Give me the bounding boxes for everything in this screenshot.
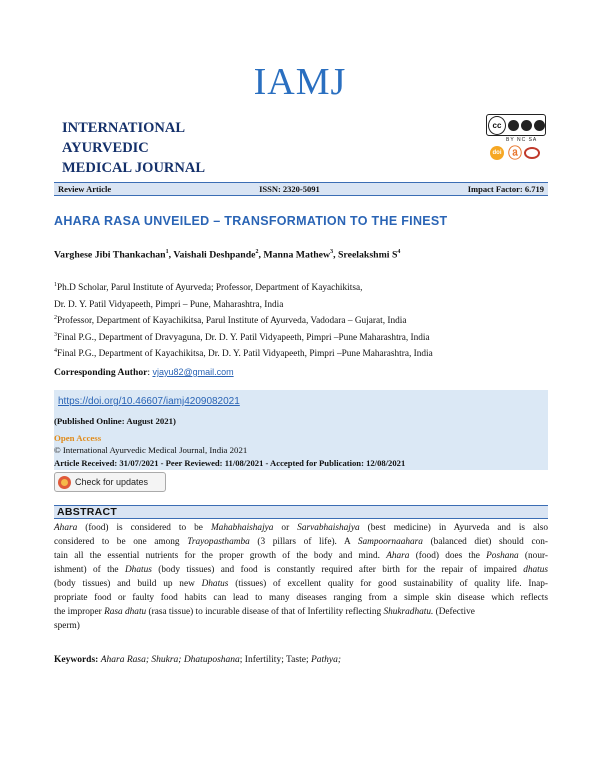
keyword-item: Pathya; <box>310 655 342 665</box>
journal-name-line: MEDICAL JOURNAL <box>62 160 205 176</box>
affiliation-number: 3 <box>54 331 57 338</box>
abstract-text: (balanced diet) should con- <box>422 537 548 547</box>
corresponding-author: Corresponding Author: vjayu82@gmail.com <box>54 367 234 378</box>
abstract-text: (body tissues) and food is constantly required after birth for the repair of impaired <box>151 565 524 575</box>
author-affil-number: 2 <box>255 249 259 255</box>
keyword-item: ; Infertility; Taste; <box>239 655 311 665</box>
abstract-text: tain all the essential nutrients for the proper growth of the body and mind. <box>54 551 387 561</box>
abstract-text: (body tissues) and build up new <box>54 579 202 589</box>
abstract-text: (food) does the <box>409 551 487 561</box>
author-name: Vaishali Deshpande <box>173 249 256 261</box>
cc-license-text: BY NC SA <box>506 137 538 143</box>
abstract-term: Rasa dhatu <box>104 607 147 617</box>
affiliation-text: Dr. D. Y. Patil Vidyapeeth, Pimpri – Pune, Maharashtra, India <box>54 299 284 310</box>
abstract-text: (best medicine) in Ayurveda and is also <box>359 523 548 533</box>
open-access-icon[interactable]: ⓐ <box>508 145 522 161</box>
affiliation-text: Ph.D Scholar, Parul Institute of Ayurveda; Professor, Department of Kayachikitsa, <box>57 283 363 294</box>
abstract-text: ishment) of the <box>54 565 125 575</box>
affiliation-row <box>54 345 433 362</box>
abstract-text: sperm) <box>54 621 80 631</box>
copyright-notice: © International Ayurvedic Medical Journal, India 2021 <box>54 445 248 455</box>
author-separator: , <box>258 249 264 261</box>
author-name: Sreelakshmi S <box>337 249 398 261</box>
abstract-line <box>54 521 548 535</box>
affiliation-text: Professor, Department of Kayachikitsa, Parul Institute of Ayurveda, Vadodara – Gujarat, India <box>57 316 407 327</box>
check-for-updates-button[interactable] <box>54 472 166 492</box>
keywords-line <box>54 655 341 665</box>
check-for-updates-label: Check for updates <box>75 477 149 487</box>
abstract-heading: ABSTRACT <box>54 505 548 519</box>
affiliation-number: 4 <box>54 348 57 354</box>
abstract-line <box>54 535 548 549</box>
author-affil-number: 3 <box>330 249 334 255</box>
open-access-label: Open Access <box>54 433 102 443</box>
abstract-line <box>54 549 548 563</box>
abstract-text: (tissues) of excellent quality for good sustainability of quality life. Inap- <box>228 579 548 589</box>
journal-name-line: INTERNATIONAL <box>62 120 186 136</box>
article-title: AHARA RASA UNVEILED – TRANSFORMATION TO THE FINEST <box>54 214 448 228</box>
abstract-text: considered to be one among <box>54 537 188 547</box>
affiliation-row <box>54 312 433 329</box>
affiliation-row <box>54 329 433 346</box>
corresponding-email-link[interactable]: vjayu82@gmail.com <box>152 367 234 377</box>
abstract-body <box>54 521 548 633</box>
abstract-term: Dhatus <box>201 579 229 589</box>
impact-factor: Impact Factor: 6.719 <box>467 184 544 194</box>
author-separator: , <box>333 249 338 261</box>
cc-attribution-icons <box>508 120 545 131</box>
abstract-term: dhatus <box>523 565 548 575</box>
author-affil-number: 4 <box>397 249 401 255</box>
abstract-term: Sarvabhaishajya <box>297 523 360 533</box>
abstract-text: (Defective <box>433 607 475 617</box>
abstract-text: propriate food or faulty food habits can lead to many diseases ranging from a simple skin disease which reflects <box>54 593 548 603</box>
abstract-term: Ahara <box>54 523 78 533</box>
abstract-line <box>54 591 548 605</box>
cc-license-icon[interactable] <box>486 114 546 136</box>
affiliation-text: Final P.G., Department of Dravyaguna, Dr. D. Y. Patil Vidyapeeth, Pimpri –Pune Maharashtra, India <box>57 332 430 343</box>
keyword-item: Ahara Rasa; Shukra; Dhatuposhana <box>100 655 240 665</box>
journal-name-line: AYURVEDIC <box>62 140 149 156</box>
journal-name <box>62 118 205 178</box>
affiliation-row <box>54 296 433 313</box>
author-list <box>54 249 400 260</box>
affiliation-list <box>54 279 433 362</box>
abstract-text: the improper <box>54 607 105 617</box>
affiliation-text: Final P.G., Department of Kayachikitsa, Dr. D. Y. Patil Vidyapeeth, Pimpri –Pune Maharashtra, India <box>57 349 433 360</box>
article-dates: Article Received: 31/07/2021 - Peer Reviewed: 11/08/2021 - Accepted for Publication: 12/08/2021 <box>54 458 406 468</box>
abstract-term: Dhatus <box>124 565 152 575</box>
abstract-text: or <box>273 523 298 533</box>
abstract-text: (3 pillars of life). A <box>249 537 358 547</box>
author-name: Varghese Jibi Thankachan <box>54 249 166 261</box>
abstract-line <box>54 619 548 633</box>
article-meta-bar <box>54 182 548 196</box>
issn: ISSN: 2320-5091 <box>259 184 320 194</box>
abstract-term: Sampoornaahara <box>357 537 423 547</box>
abstract-term: Shukradhatu. <box>383 607 434 617</box>
doi-link[interactable]: https://doi.org/10.46607/iamj4209082021 <box>58 396 240 407</box>
author-affil-number: 1 <box>165 249 169 255</box>
affiliation-row <box>54 279 433 296</box>
article-type: Review Article <box>58 184 112 194</box>
corresponding-label: Corresponding Author <box>54 367 148 378</box>
abstract-line <box>54 577 548 591</box>
abstract-line <box>54 563 548 577</box>
crossmark-icon <box>58 476 71 489</box>
index-badges <box>490 146 540 160</box>
journal-logo: IAMJ <box>253 61 347 103</box>
abstract-text: (nour- <box>518 551 548 561</box>
abstract-term: Poshana <box>486 551 519 561</box>
abstract-text: (food) is considered to be <box>77 523 211 533</box>
author-name: Manna Mathew <box>263 249 331 261</box>
abstract-line <box>54 605 548 619</box>
abstract-term: Trayopasthamba <box>187 537 250 547</box>
cc-logo-icon: cc <box>488 116 506 135</box>
abstract-text: (rasa tissue) to incurable disease of that of Infertility reflecting <box>146 607 384 617</box>
abstract-term: Mahabhaishajya <box>210 523 274 533</box>
doi-icon[interactable]: doi <box>490 146 504 160</box>
published-online: (Published Online: August 2021) <box>54 416 176 426</box>
abstract-term: Ahara <box>386 551 410 561</box>
indexing-icon[interactable] <box>524 147 540 159</box>
author-separator: , <box>168 249 174 261</box>
affiliation-number: 1 <box>54 282 57 288</box>
affiliation-number: 2 <box>54 315 57 321</box>
keywords-label: Keywords: <box>54 655 99 665</box>
